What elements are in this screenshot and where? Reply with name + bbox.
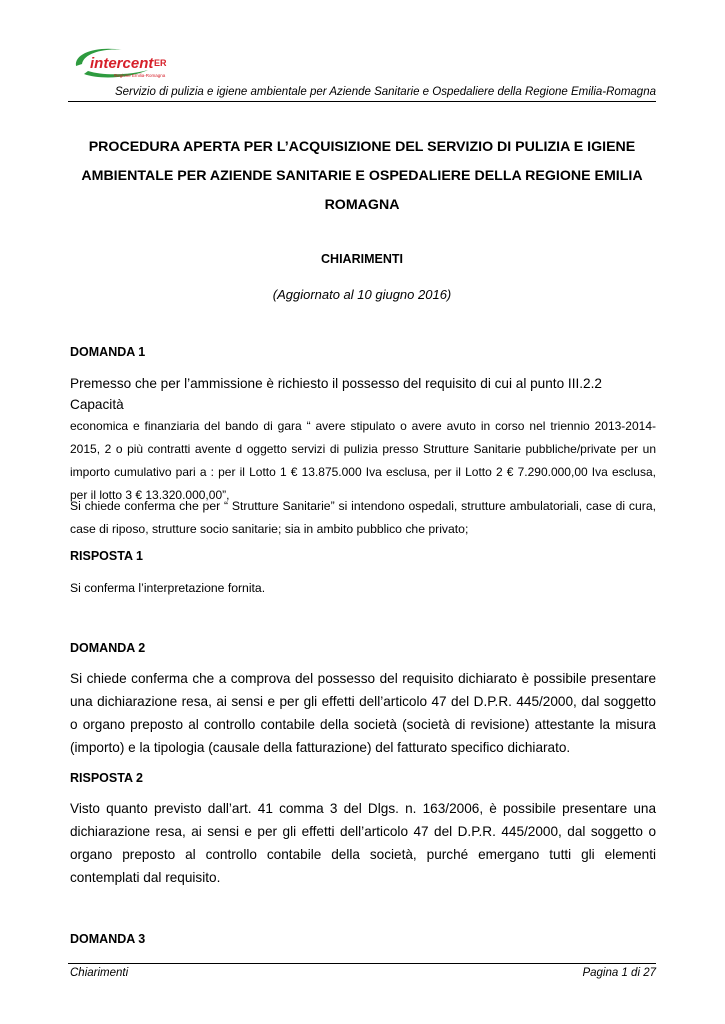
footer-divider	[68, 963, 656, 964]
footer-section-name: Chiarimenti	[70, 967, 129, 979]
question-1-extra: Si chiede conferma che per “ Strutture Sanitarie” si intendono ospedali, strutture ambulatoriali, case di cura, case di riposo, strutture socio sanitarie; sia in ambito pubblico che privato;	[70, 499, 656, 536]
question-1-lead: Premesso che per l’ammissione è richiesto il possesso del requisito di cui al punto III.2.2 Capacità	[70, 376, 602, 412]
running-header: Servizio di pulizia e igiene ambientale per Aziende Sanitarie e Ospedaliere della Regione Emilia-Romagna	[68, 86, 656, 102]
logo-tagline: Regione Emilia-Romagna	[114, 73, 166, 78]
intercent-er-logo	[70, 44, 180, 84]
update-date: (Aggiornato al 10 giugno 2016)	[272, 287, 452, 302]
question-2-text: Si chiede conferma che a comprova del possesso del requisito dichiarato è possibile presentare una dichiarazione resa, ai sensi e per gli effetti dell’articolo 47 del D.P.R. 445/2000, dal soggetto o organo preposto al controllo contabile della società (società di revisione) attestante la misura (importo) e la tipologia (causale della fatturazione) del fatturato specifico dichiarato.	[70, 671, 656, 755]
question-1-text: economica e finanziaria del bando di gara “ avere stipulato o avere avuto in corso nel triennio 2013-2014-2015, 2 o più contratti avente d oggetto servizi di pulizia presso Strutture Sanitarie pubbliche/private per un importo cumulativo pari a : per il Lotto 1 € 13.875.000 Iva esclusa, per il Lotto 2 € 7.290.000,00 Iva esclusa, per il lotto 3 € 13.320.000,00”,	[70, 419, 656, 502]
logo-mark	[70, 44, 180, 84]
document-subtitle: CHIARIMENTI	[321, 252, 403, 266]
logo-text-suffix: ER	[154, 58, 167, 68]
question-1-label: DOMANDA 1	[70, 345, 146, 359]
question-3-label: DOMANDA 3	[70, 932, 146, 946]
answer-1-text: Si conferma l’interpretazione fornita.	[70, 581, 266, 595]
question-1-body	[70, 373, 656, 507]
page-number: Pagina 1 di 27	[582, 967, 656, 979]
answer-2-text: Visto quanto previsto dall’art. 41 comma 3 del Dlgs. n. 163/2006, è possibile presentare una dichiarazione resa, ai sensi e per gli effetti dell’articolo 47 del D.P.R. 445/2000, dal soggetto o organo preposto al controllo contabile della società, purché emergano tutti gli elementi contemplati dal requisito.	[70, 801, 656, 885]
logo-text-main: intercent	[90, 55, 154, 72]
question-2-label: DOMANDA 2	[70, 641, 146, 655]
answer-1-label: RISPOSTA 1	[70, 549, 143, 563]
answer-2-label: RISPOSTA 2	[70, 771, 143, 785]
document-title: PROCEDURA APERTA PER L’ACQUISIZIONE DEL SERVIZIO DI PULIZIA E IGIENE AMBIENTALE PER AZIENDE SANITARIE E OSPEDALIERE DELLA REGIONE EMILIA ROMAGNA	[81, 139, 643, 213]
